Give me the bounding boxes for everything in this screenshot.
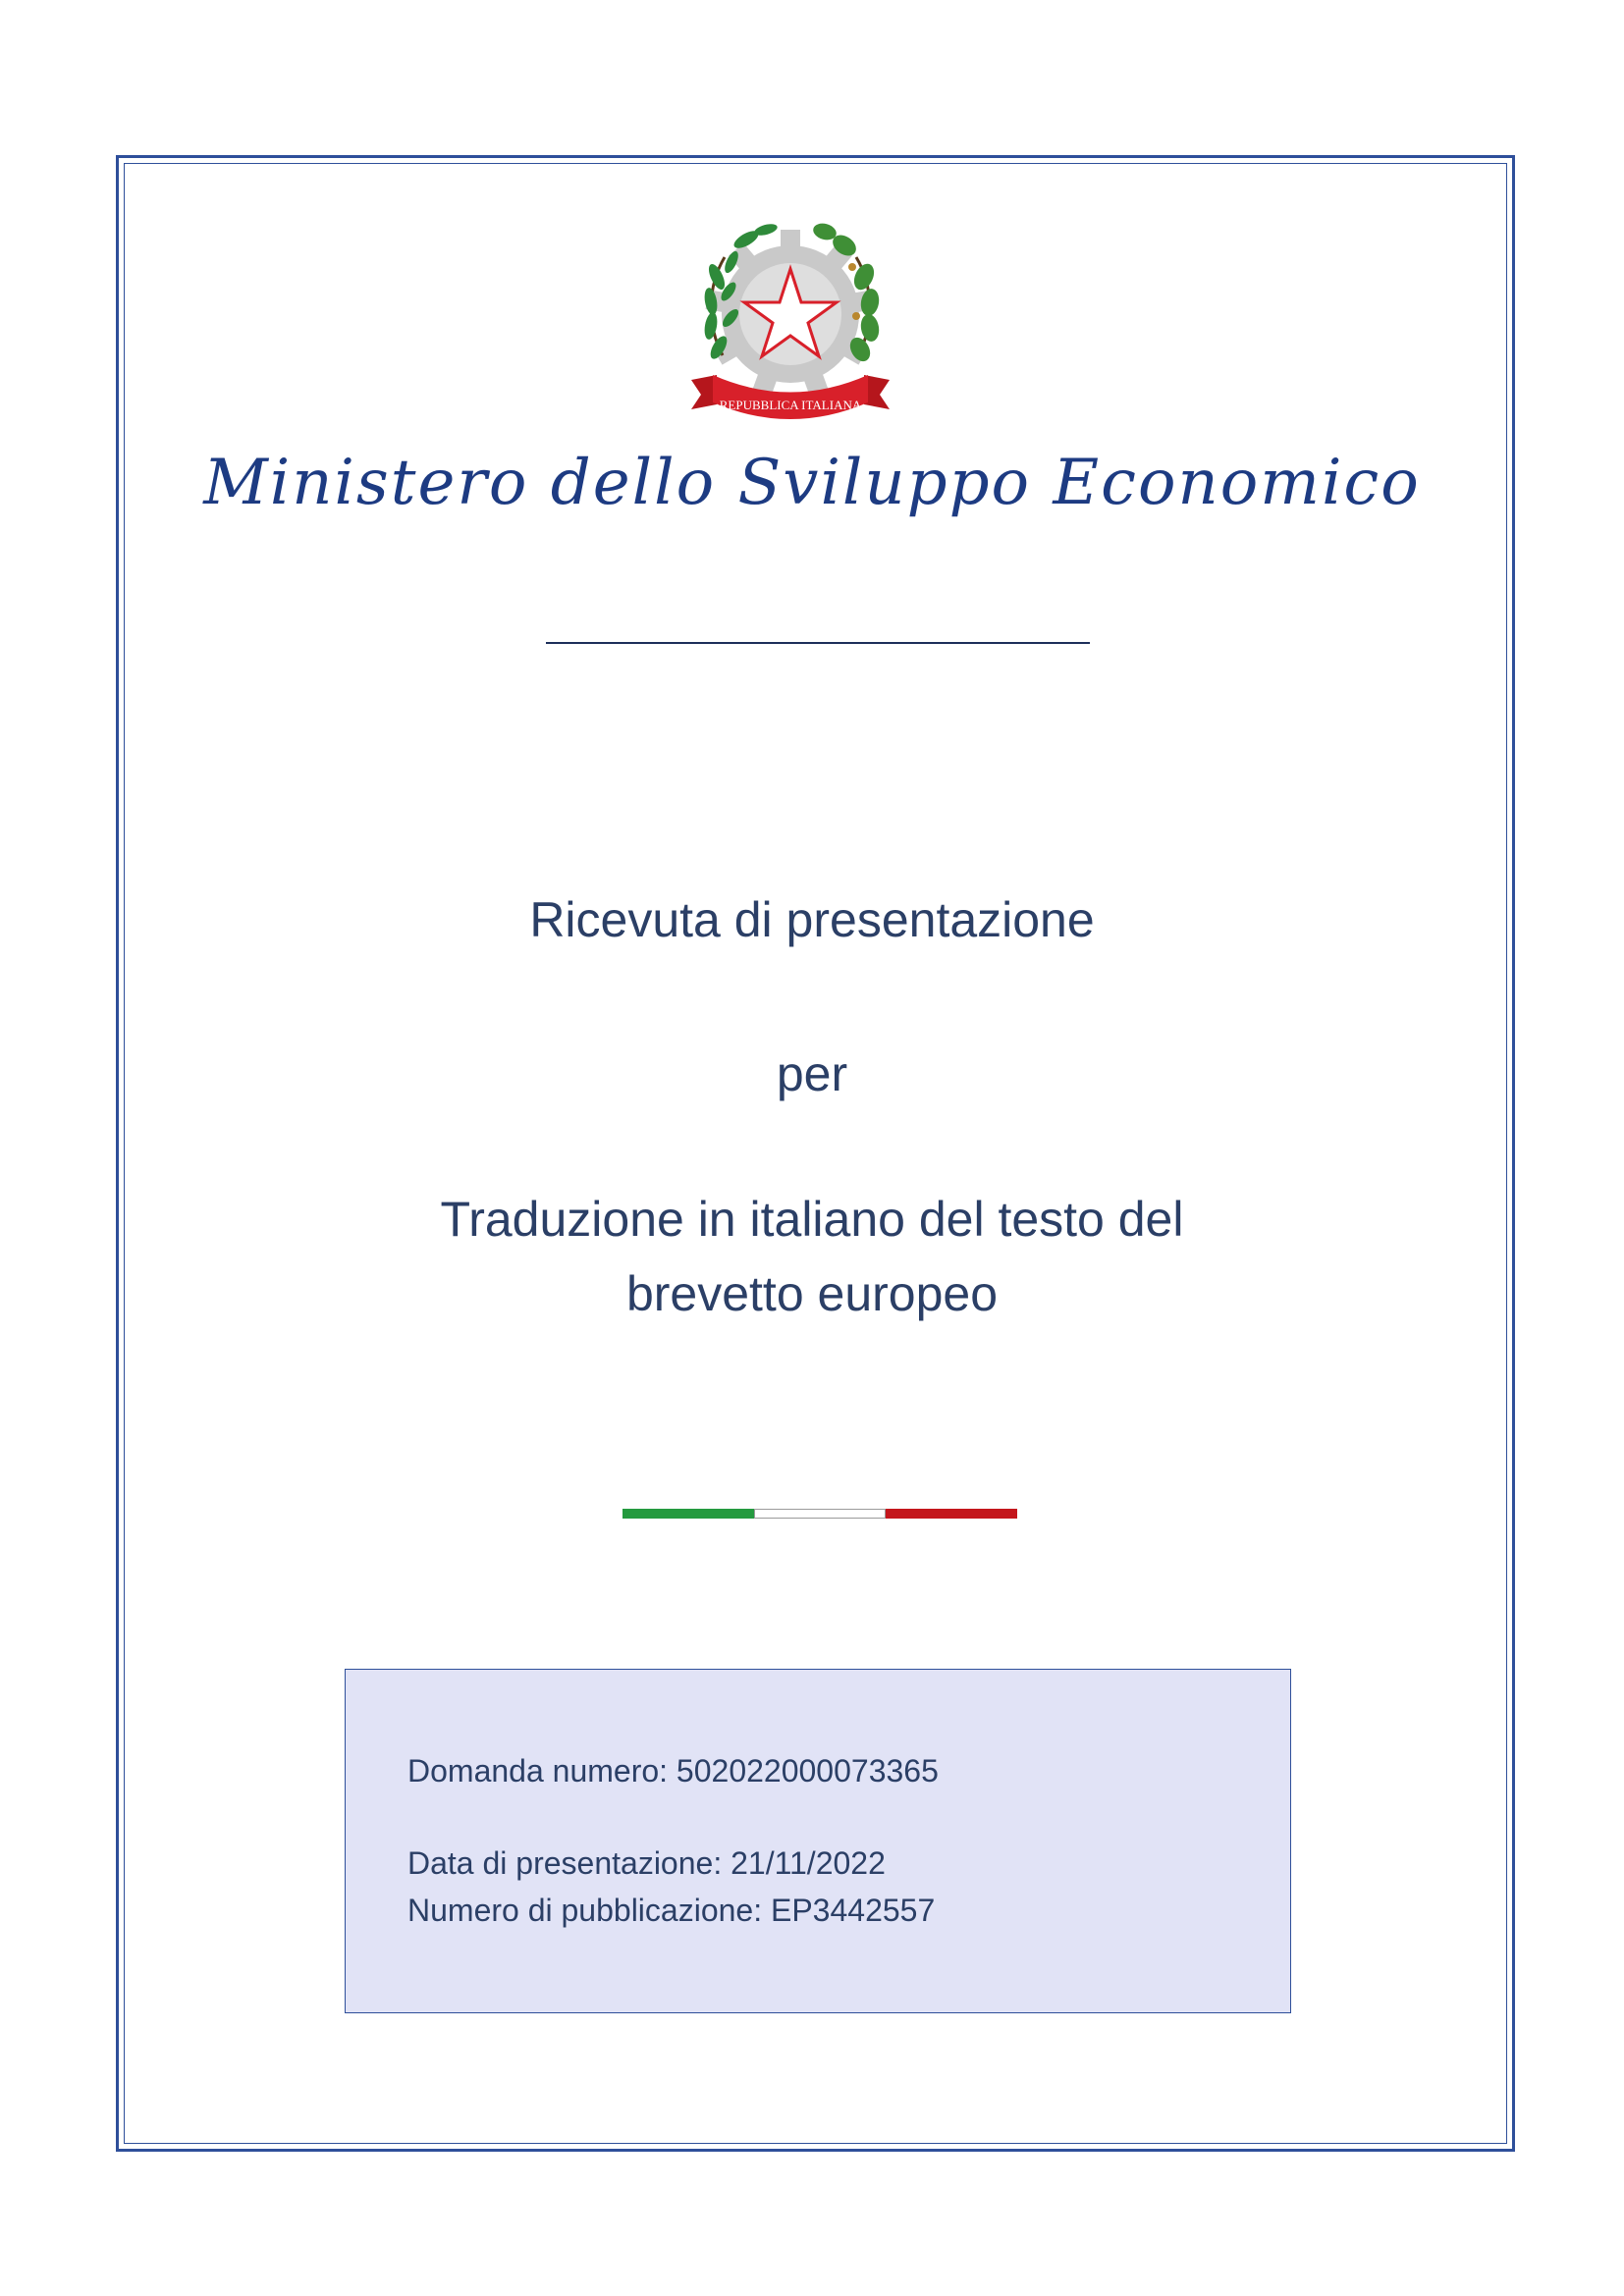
header-divider (546, 642, 1090, 644)
document-title: Ricevuta di presentazione (529, 892, 1095, 947)
document-subject-line-1: Traduzione in italiano del testo del (440, 1192, 1184, 1247)
ministry-title: Ministero dello Sviluppo Economico (203, 447, 1421, 519)
italian-republic-emblem-icon (677, 218, 903, 439)
application-number: Domanda numero: 502022000073365 (407, 1753, 939, 1789)
flag-stripe-white (754, 1509, 886, 1519)
filing-date: Data di presentazione: 21/11/2022 (407, 1845, 886, 1881)
flag-stripe-red (886, 1509, 1017, 1519)
document-title-connector: per (776, 1046, 848, 1101)
emblem-banner-text: REPUBBLICA ITALIANA (719, 398, 862, 412)
flag-stripe-green (623, 1509, 754, 1519)
document-subject-line-2: brevetto europeo (625, 1266, 999, 1321)
info-box (345, 1669, 1291, 2013)
publication-number: Numero di pubblicazione: EP3442557 (407, 1893, 936, 1928)
